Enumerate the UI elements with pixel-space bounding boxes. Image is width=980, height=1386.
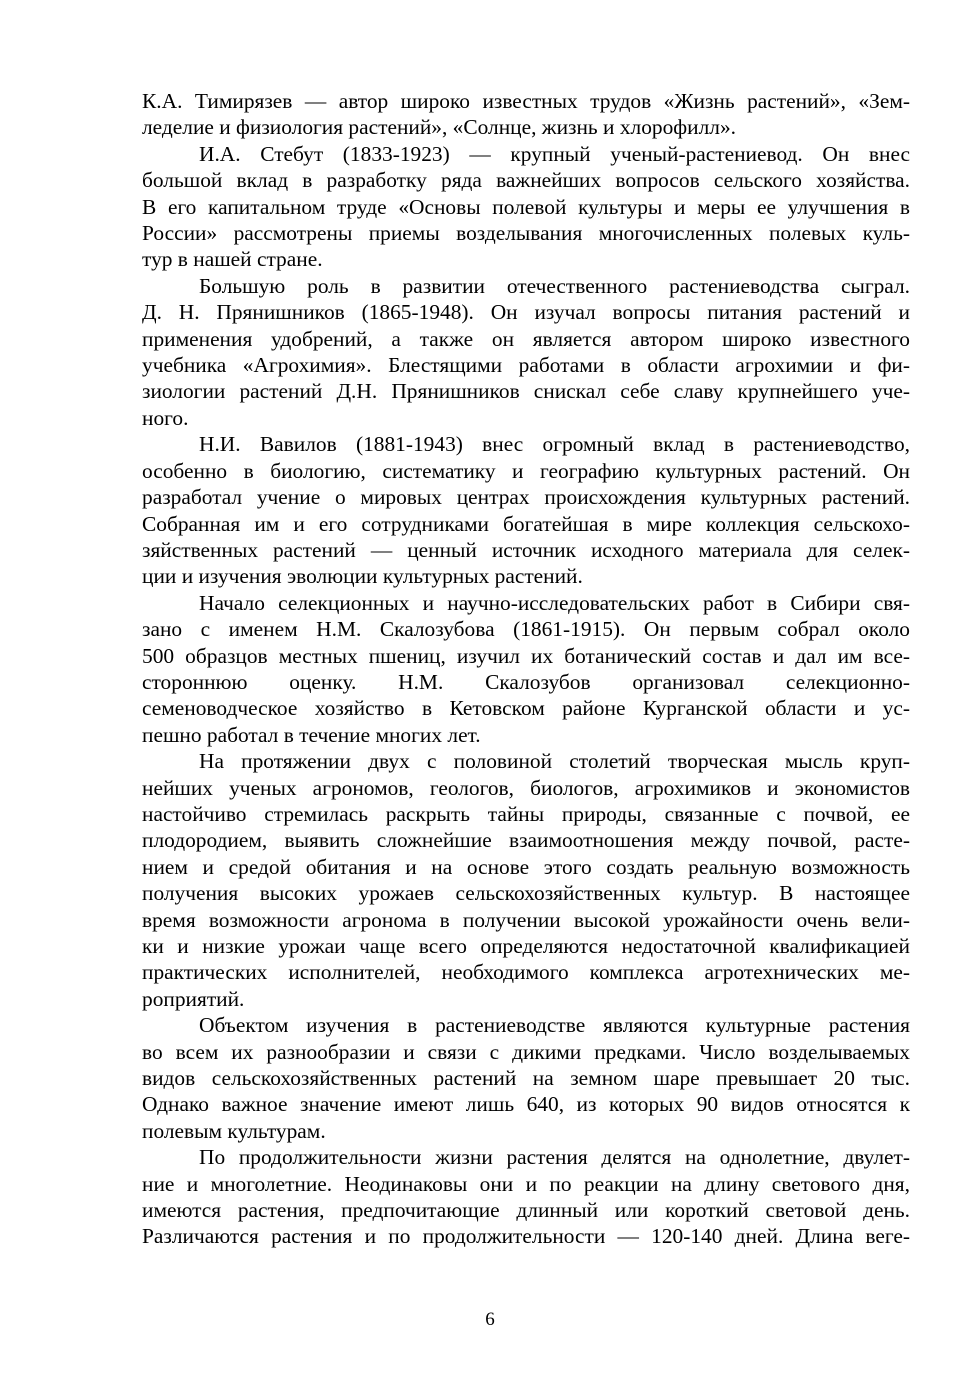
text-line: нейших ученых агрономов, геологов, биологов, агрохимиков и экономистов xyxy=(142,775,910,800)
document-page xyxy=(142,88,910,1250)
text-line: во всем их разнообразии и связи с дикими предками. Число возделываемых xyxy=(142,1039,910,1064)
paragraph xyxy=(142,1144,910,1250)
text-line: семеноводческое хозяйство в Кетовском районе Курганской области и ус- xyxy=(142,696,910,721)
text-line: время возможности агронома в получении высокой урожайности очень вели- xyxy=(142,907,910,932)
page-number: 6 xyxy=(485,1309,495,1330)
paragraph xyxy=(142,431,910,589)
text-line: По продолжительности жизни растения делятся на однолетние, двулет- xyxy=(199,1145,910,1170)
text-line: В его капитальном труде «Основы полевой культуры и меры ее улучшения в xyxy=(142,194,910,219)
text-line: Собранная им и его сотрудниками богатейшая в мире коллекция сельскохо- xyxy=(142,511,910,536)
paragraph xyxy=(142,273,910,431)
text-line: ние и многолетние. Неодинаковы они и по реакции на длину светового дня, xyxy=(142,1171,910,1196)
text-line: видов сельскохозяйственных растений на земном шаре превышает 20 тыс. xyxy=(142,1066,910,1091)
paragraph xyxy=(142,88,910,141)
text-line: зиологии растений Д.Н. Прянишников снискал себе славу крупнейшего уче- xyxy=(142,379,910,404)
text-line: Начало селекционных и научно-исследовательских работ в Сибири свя- xyxy=(199,590,910,615)
text-line: На протяжении двух с половиной столетий творческая мысль круп- xyxy=(199,749,910,774)
text-line: 500 образцов местных пшениц, изучил их ботанический состав и дал им все- xyxy=(142,643,910,668)
text-line: Д. Н. Прянишников (1865-1948). Он изучал вопросы питания растений и xyxy=(142,300,910,325)
text-line: полевым культурам. xyxy=(142,1118,326,1143)
paragraph xyxy=(142,748,910,1012)
text-line: разработал учение о мировых центрах происхождения культурных растений. xyxy=(142,485,910,510)
paragraph xyxy=(142,590,910,748)
text-line: плодородием, выявить сложнейшие взаимоотношения между почвой, расте- xyxy=(142,828,910,853)
text-line: леделие и физиология растений», «Солнце, жизнь и хлорофилл». xyxy=(142,115,736,140)
text-line: практических исполнителей, необходимого комплекса агротехнических ме- xyxy=(142,960,910,985)
text-line: России» рассмотрены приемы возделывания многочисленных полевых куль- xyxy=(142,221,910,246)
text-line: зано с именем Н.М. Скалозубова (1861-1915). Он первым собрал около xyxy=(142,617,910,642)
text-line: нием и средой обитания и на основе этого создать реальную возможность xyxy=(142,854,910,879)
text-line: ного. xyxy=(142,405,189,430)
text-line: зяйственных растений — ценный источник исходного материала для селек- xyxy=(142,537,910,562)
text-line: имеются растения, предпочитающие длинный или короткий световой день. xyxy=(142,1198,910,1223)
text-line: К.А. Тимирязев — автор широко известных трудов «Жизнь растений», «Зем- xyxy=(142,89,910,113)
text-line: получения высоких урожаев сельскохозяйственных культур. В настоящее xyxy=(142,881,910,906)
text-line: учебника «Агрохимия». Блестящими работами в области агрохимии и фи- xyxy=(142,353,910,378)
text-line: применения удобрений, а также он является автором широко известного xyxy=(142,326,910,351)
text-line: Различаются растения и по продолжительности — 120-140 дней. Длина веге- xyxy=(142,1224,910,1249)
text-line: настойчиво стремилась раскрыть тайны природы, связанные с почвой, ее xyxy=(142,801,910,826)
text-line: Н.И. Вавилов (1881-1943) внес огромный вклад в растениеводство, xyxy=(199,432,910,457)
text-line: Однако важное значение имеют лишь 640, из которых 90 видов относятся к xyxy=(142,1092,910,1117)
text-line: И.А. Стебут (1833-1923) — крупный ученый-растениевод. Он внес xyxy=(199,141,910,166)
text-line: ции и изучения эволюции культурных растений. xyxy=(142,564,583,589)
body-text xyxy=(142,88,910,1250)
paragraph xyxy=(142,1012,910,1144)
text-line: Большую роль в развитии отечественного растениеводства сыграл. xyxy=(199,273,910,298)
text-line: ки и низкие урожаи чаще всего определяются недостаточной квалификацией xyxy=(142,934,910,958)
text-line: Объектом изучения в растениеводстве являются культурные растения xyxy=(199,1013,910,1038)
paragraph xyxy=(142,141,910,273)
text-line: стороннюю оценку. Н.М. Скалозубов организовал селекционно- xyxy=(142,669,910,694)
text-line: особенно в биологию, систематику и географию культурных растений. Он xyxy=(142,458,910,483)
text-line: тур в нашей стране. xyxy=(142,247,323,272)
text-line: пешно работал в течение многих лет. xyxy=(142,722,481,747)
text-line: большой вклад в разработку ряда важнейших вопросов сельского хозяйства. xyxy=(142,168,910,193)
text-line: роприятий. xyxy=(142,986,245,1011)
